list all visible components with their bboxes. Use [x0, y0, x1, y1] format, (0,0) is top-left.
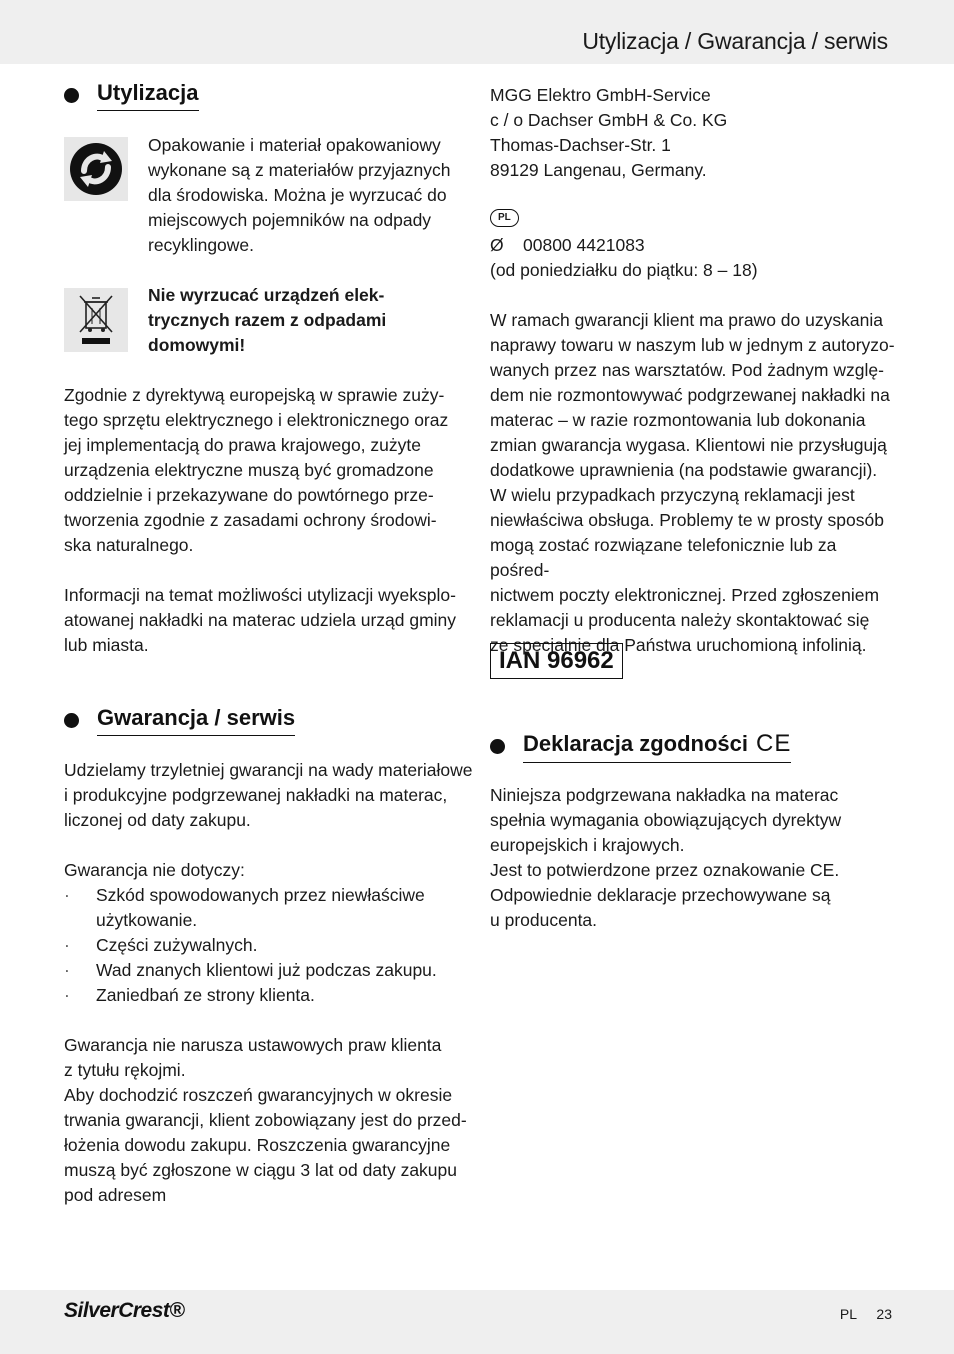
ce-mark-icon: CE: [755, 730, 792, 757]
exclusions-title: Gwarancja nie dotyczy:: [64, 860, 245, 880]
list-item: · Wad znanych klientowi już podczas zakupu.: [64, 958, 474, 983]
brand-logo: SilverCrest®: [64, 1299, 185, 1322]
service-hours: (od poniedziałku do piątku: 8 – 18): [490, 260, 758, 280]
service-warranty-text: W ramach gwarancji klient ma prawo do uzyskania naprawy towaru w naszym lub w jednym z autoryzo- wanych przez nas warsztatów. Pod żadnym wzglę- dem nie rozmontowywać podgrzewanej nakładki na materac – w razie rozmontowania lub dokonania zmian gwarancja wygasa. Klientowi nie przysługują dodatkowe uprawnienia (na podstawie gwarancji). W wielu przypadkach przyczyną reklamacji jest niewłaściwa obsługa. Problemy te w prosty sposób mogą zostać rozwiązane telefonicznie lub za pośred- nictwem poczty elektronicznej. Przed zgłoszeniem reklamacji u producenta należy skontaktować się ze specjalnie dla Państwa uruchomioną infolinią.: [490, 310, 895, 655]
warranty-intro: Udzielamy trzyletniej gwarancji na wady materiałowe i produkcyjne podgrzewanej nakładki na materac, liczonej od daty zakupu.: [64, 760, 473, 830]
exclusions-list: [64, 883, 474, 1008]
warranty-rights-text: Gwarancja nie narusza ustawowych praw klienta z tytułu rękojmi. Aby dochodzić roszczeń gwarancyjnych w okresie trwania gwarancji, klient zobowiązany jest do przed- łożenia dowodu zakupu. Roszczenia gwarancyjne muszą być zgłoszone w ciągu 3 lat od daty zakupu pod adresem: [64, 1035, 467, 1205]
ian-number: IAN 96962: [490, 643, 623, 679]
heading-text: [523, 730, 791, 763]
heading-text: Utylizacja: [97, 80, 199, 111]
list-item: · Części zużywalnych.: [64, 933, 474, 958]
packaging-text: Opakowanie i materiał opakowaniowy wykonane są z materiałów przyjaznych dla środowiska. Można je wyrzucać do miejscowych pojemników na odpady recyklingowe.: [148, 135, 451, 255]
weee-warning: Nie wyrzucać urządzeń elek- trycznych razem z odpadami domowymi!: [148, 285, 387, 355]
page-number: 23: [876, 1306, 892, 1322]
page-title: Utylizacja / Gwarancja / serwis: [582, 28, 888, 54]
heading-deklaracja: [490, 730, 791, 763]
conformity-text: Niniejsza podgrzewana nakładka na materac spełnia wymagania obowiązujących dyrektyw europejskich i krajowych. Jest to potwierdzone przez oznakowanie CE. Odpowiednie deklaracje przechowywane są u producenta.: [490, 785, 842, 930]
list-item: · Szkód spowodowanych przez niewłaściwe użytkowanie.: [64, 883, 474, 933]
service-phone: 00800 4421083: [523, 235, 645, 255]
heading-gwarancja: [64, 705, 295, 736]
page-number-area: [840, 1306, 892, 1322]
directive-text: Zgodnie z dyrektywą europejską w sprawie zuży- tego sprzętu elektrycznego i elektronicznego oraz jej implementacją do prawa krajowego, zużyte urządzenia elektryczne muszą być gromadzone oddzielnie i przekazywane do powtórnego prze- tworzenia zgodnie z zasadami ochrony środowi- ska naturalnego.: [64, 385, 449, 555]
list-item: · Zaniedbań ze strony klienta.: [64, 983, 474, 1008]
country-badge: PL: [490, 209, 519, 227]
page-header: [0, 0, 954, 64]
heading-utylizacja: [64, 80, 199, 111]
heading-text: Gwarancja / serwis: [97, 705, 295, 736]
green-dot-recycling-icon: [64, 137, 128, 201]
disposal-info-text: Informacji na temat możliwości utylizacji wyeksplo- atowanej nakładki na materac udziela urząd gminy lub miasta.: [64, 585, 457, 655]
service-address: MGG Elektro GmbH-Service c / o Dachser GmbH & Co. KG Thomas-Dachser-Str. 1 89129 Langenau, Germany.: [490, 85, 728, 180]
weee-crossed-bin-icon: [64, 288, 128, 352]
heading-label: Deklaracja zgodności: [523, 731, 748, 756]
phone-icon: Ø: [490, 235, 504, 255]
language-code: PL: [839, 1306, 857, 1322]
bullet-icon: [64, 88, 79, 103]
bullet-icon: [490, 739, 505, 754]
bullet-icon: [64, 713, 79, 728]
